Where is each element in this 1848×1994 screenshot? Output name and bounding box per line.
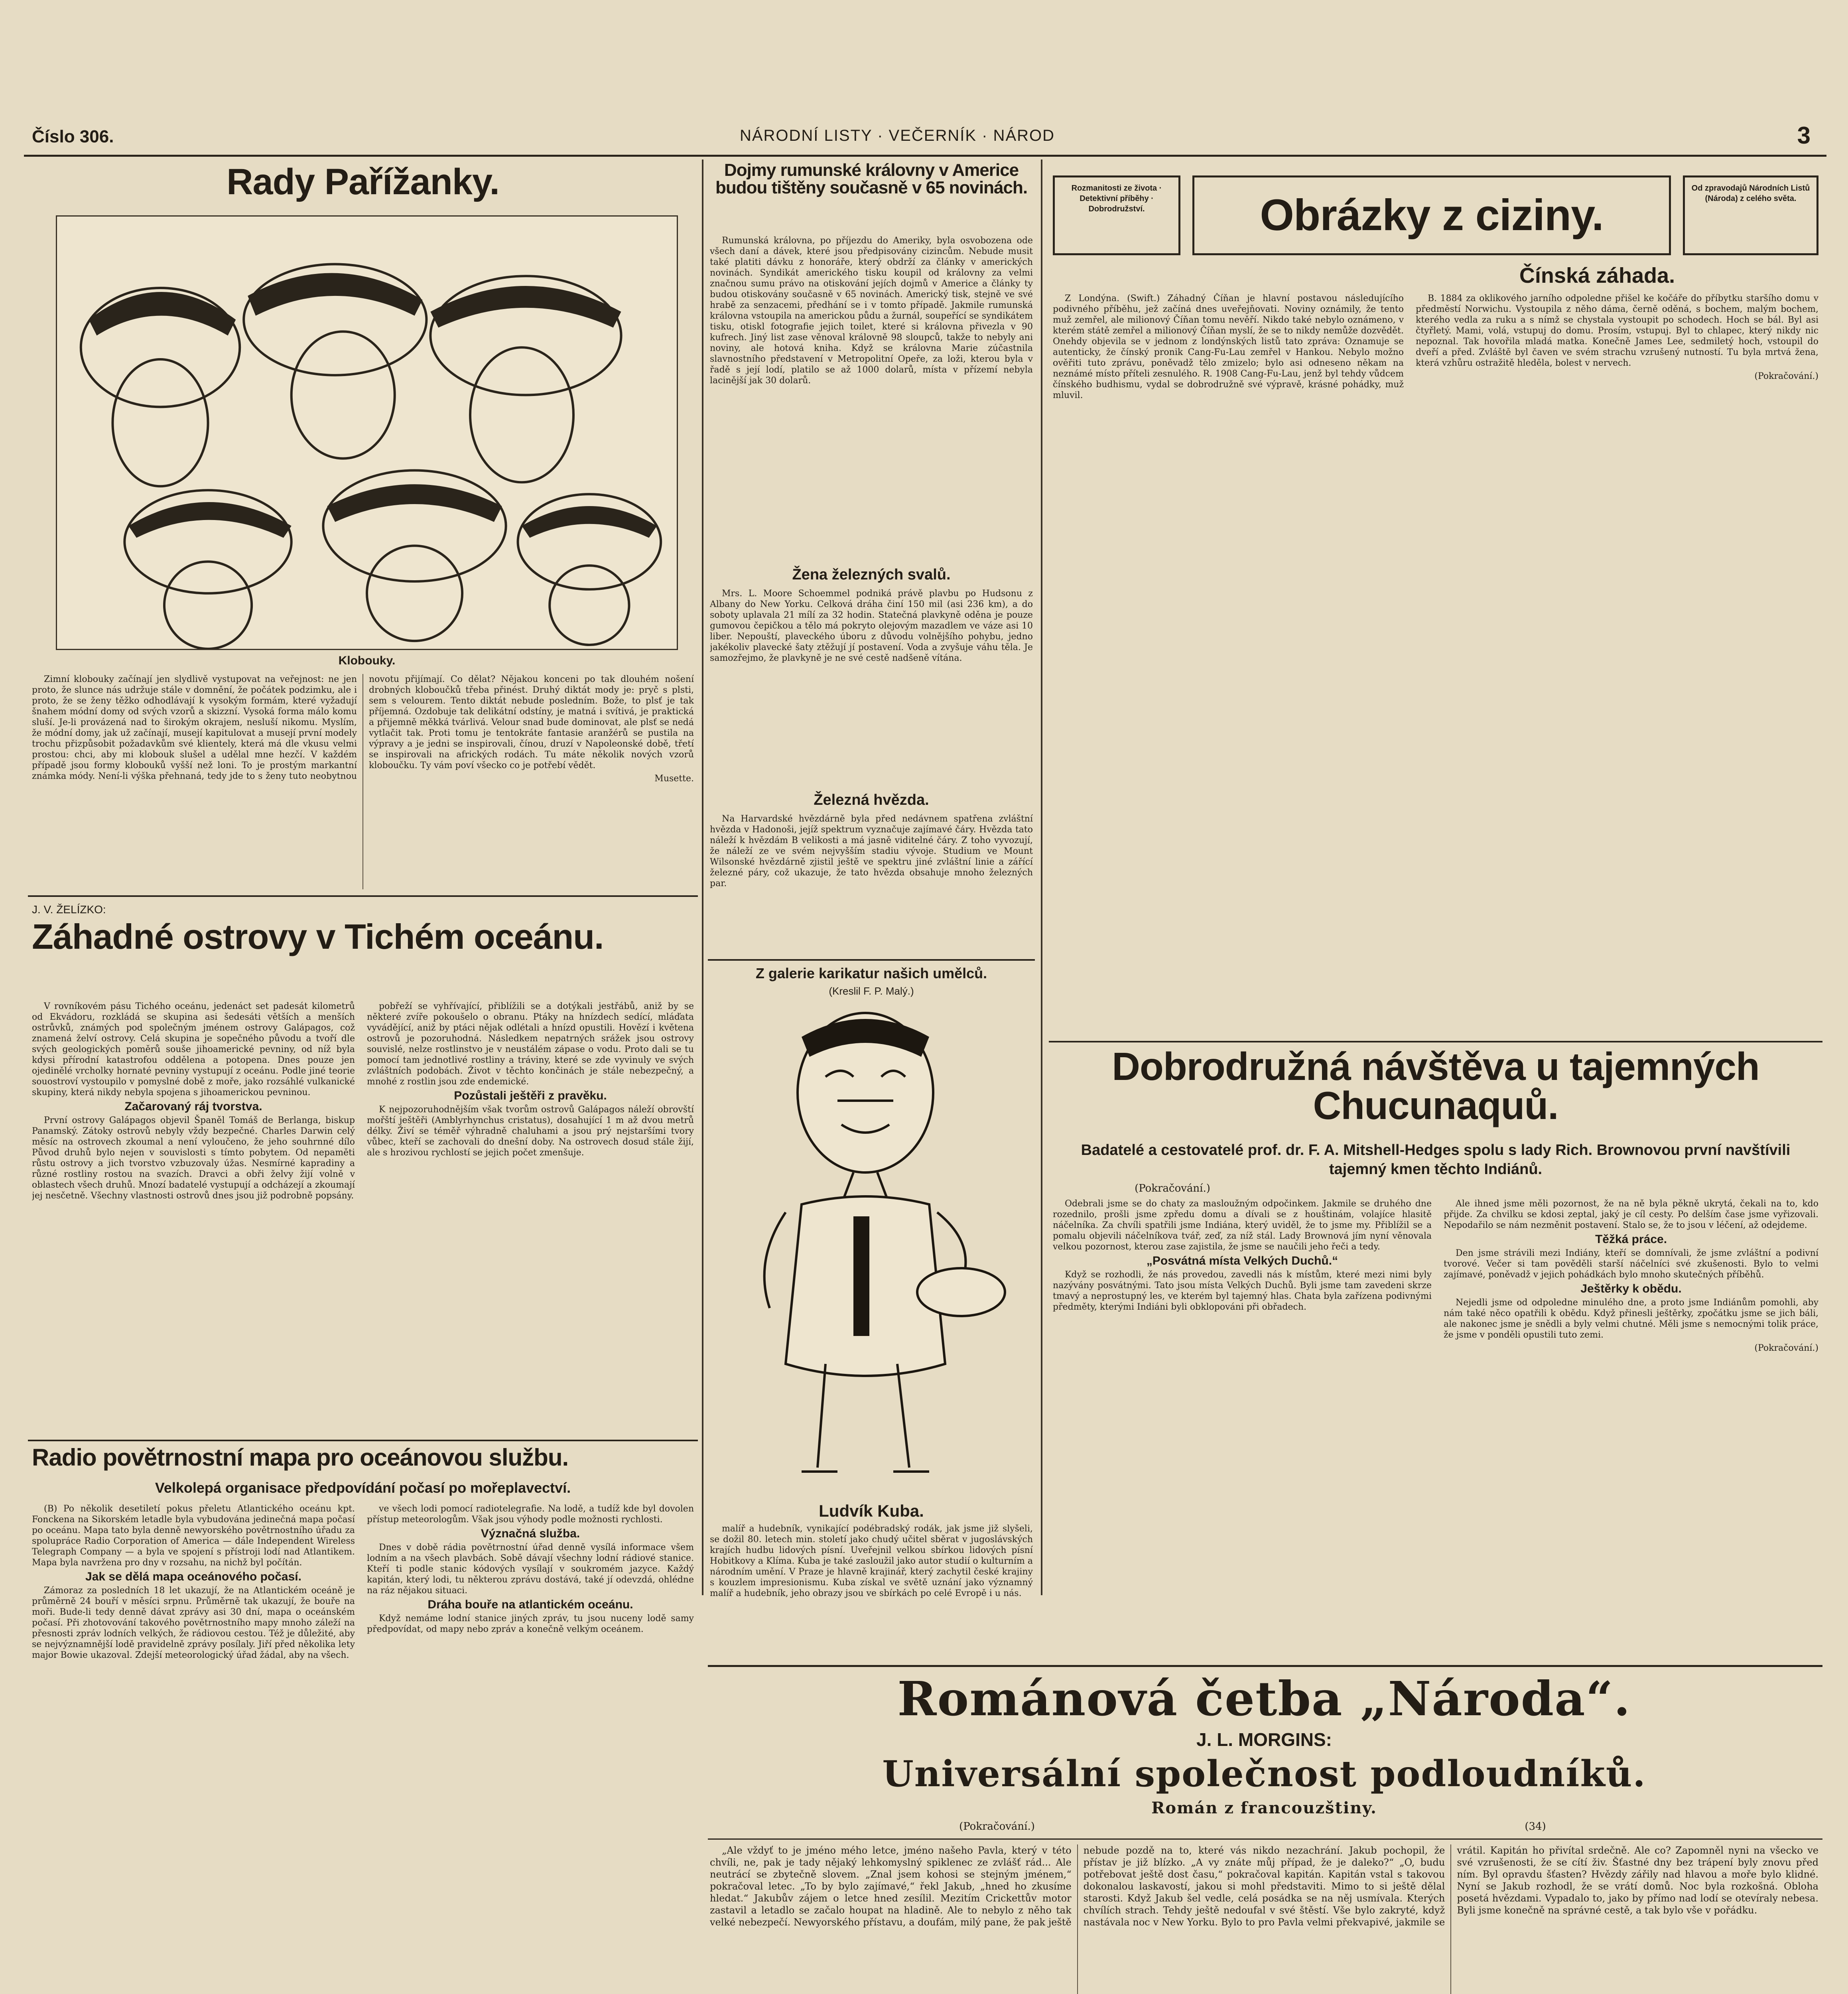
page-number: 3 (1797, 122, 1811, 149)
novel-chapter: (34) (1525, 1821, 1546, 1832)
rady-title: Rady Pařížanky. (227, 162, 499, 202)
rady-text (32, 674, 694, 889)
hats-sketch-icon (57, 217, 677, 649)
novel-title: Románová četba „Národa“. (897, 1671, 1631, 1726)
radio-text-left (32, 1503, 355, 1994)
novel-paragraph: „Ale vždyť to je jméno mého letce, jméno našeho Pavla, který v této chvíli, ne, pak je tady nějaký lehkomyslný spiklenec ze zvlášť rád... Ale neutrácí se zbytečně slovem. „Znal jsem kohosi se stejným jménem,“ pokračoval letec. „To by bylo zajímavé,“ řekl Jakub, „hned ho zkusíme hledat.“ Jakubův zájem o letce hned zesílil. Mezitím Crickettův motor zastavil a letadlo se začalo houpat na hladině. Ale to nebylo z něho tak velké nebezpečí. Newyorského přístavu, a doufám, milý pane, že pak ještě nebude pozdě na to, které vás nikdo nezachrání. Jakub pochopil, že přístav je již blízko. „A vy znáte můj případ, že je daleko?“ „O, budu potřebovat ještě dost času,“ pokračoval kapitán. Kapitán vstal s takovou dokonalou laskavostí, jakou si mohl představiti. Mimo to si ještě dělal starosti. Když Jakub šel vedle, celá posádka se na něj usmívala. Kterých chvílích strach. Tehdy ještě nedoufal v své štěstí. Vše bylo zakryté, když nastávala noc v New Yorku. Bylo to pro Pavla velmi překvapivé, jakmile se vrátil. Kapitán ho přivítal srdečně. Ale co? Zapomněl nyni na všecko ve své vzrušenosti, že se cítí živ. Šťastné dny bez trápení byly znovu před ním. Byl opravdu šťasten? Hvězdy zářily nad hlavou a moře bylo klidné. Nyní se Jakub rozhodl, že se vrátí domů. Noc byla rozkošná. Obloha posetá hvězdami. Vypadalo to, jako by přímo nad lodí se otevíraly nebesa. Byli jsme konečně na správné cestě, a tak bylo vše v pořádku. (710, 1845, 1818, 1928)
header-rule (24, 155, 1826, 157)
zelizko-text-right (367, 1001, 694, 1436)
women-paragraph: Mrs. L. Moore Schoemmel podniká právě plavbu po Hudsonu z Albany do New Yorku. Celková dráha činí 150 mil (asi 236 km), a do soboty uplavala 21 mílí za 32 hodin. Statečná plavkyně oděna je pouze gumovou čepičkou a tělo má pokryto olejovým mazadlem ve váze asi 10 liber. Nepouští, plaveckého úboru z důvodu volnějšího pohybu, jedno jakékoliv plavecké šaty ztěžují jí postavení. Voda a zvyšuje váhu těla. Je samozřejmo, že plavkyně je ne své cestě nadšeně vítána. (710, 589, 1033, 663)
chinese-title: Čínská záhada. (1519, 264, 1675, 288)
zelizko-paragraph-4: K nejpozoruhodnějším však tvorům ostrovů Galápagos náleží obrovští mořští ještěři (Amblyrhynchus cristatus), dosahující 1 m až dvou metrů délky. Živí se téměř výhradně chaluhami a jsou prý nejstaršími tvory vůbec, kteří se zachovali do dnešní doby. Na ostrovech dosud stále žijí, ale s hrozivou rychlostí se jejich počet zmenšuje. (367, 1105, 694, 1158)
radio-text-right (367, 1503, 694, 1994)
adventure-subtitle: Badatelé a cestovatelé prof. dr. F. A. Mitshell-Hedges spolu s lady Rich. Brownovou první navštívili tajemný kmen těchto Indiánů. (1081, 1142, 1791, 1178)
chinese-continued: (Pokračování.) (1754, 371, 1818, 381)
radio-subtitle: Velkolepá organisace předpovídání počasí po mořeplavectví. (155, 1480, 571, 1496)
chinese-paragraph-2: B. 1884 za oklikového jarního odpoledne přišel ke kočáře do příbytku staršího domu v předměstí Norwichu. Vystoupila z něho dáma, černě oděná, s bochem, malým bochem, kterého vedla za ruku a s nímž se chystala vystoupit po schodech. Hoch se bál. Byl asi čtyřletý. Mami, volá, vstupuj do domu. Prosím, vstupuj. Byl to chlapec, který nikdy nic nepoznal. Tak hovořila mladá matka. Konečně James Lee, sedmiletý hoch, vstoupil do dveří a před. Zvláště byl čaven ve svém strachu vzrušený nutností. Tu byla mrtvá žena, která vzhůru ostražitě hleděla, bolest v nervech. (1416, 294, 1818, 368)
radio-paragraph-5: Když nemáme lodní stanice jiných zpráv, tu jsou nuceny lodě samy předpovídat, od mapy nebo zpráv a konečně velkým oceánem. (367, 1614, 694, 1634)
adventure-continued-top: (Pokračování.) (1135, 1182, 1210, 1194)
zelizko-paragraph-1: V rovníkovém pásu Tichého oceánu, jedenáct set padesát kilometrů od Ekvádoru, rozkládá se skupina asi šedesáti větších a menších ostrůvků, známých pod společným jménem ostrovy Galápagos, což znamená želví ostrovy. Celá skupina je sopečného původu a tvoří dle svých geologických poměrů souše jihoamerické pevniny, od níž byla kdysi přírodní katastrofou oddělena a potopena. Dnes pouze jen ojedinělé vrcholky hornaté pevniny vystupují z oceánu. Podle jiné teorie souostroví vystoupilo v pomyslné době z moře, jako rozsáhlé vulkanické skupiny, která nikdy nebyla spojena s jihoamerickou pevninou. (32, 1001, 355, 1097)
section-rule (708, 959, 1035, 961)
kuba-text (710, 1523, 1033, 1659)
radio-title: Radio povětrnostní mapa pro oceánovou službu. (32, 1444, 569, 1471)
radio-subheading-3: Význačná služba. (481, 1527, 580, 1540)
section-rule (708, 1665, 1822, 1667)
adventure-title: Dobrodružná návštěva u tajemných Chucunaquů. (1112, 1044, 1759, 1127)
radio-paragraph-1: (B) Po několik desetiletí pokus přeletu Atlantického oceánu kpt. Fonckena na Sikorském letadle byla vybudována jedinečná mapa počasí po oceánu. Mapa tato byla denně newyorského povětrnostního úřadu za spolupráce Radio Corporation of America — dále Independent Wireless Telegraph Company — a byla ve spojení s přístroji lodí nad Atlantikem. Mapa byla navržena pro dny v rozsahu, na nichž byl počítán. (32, 1504, 355, 1568)
section-rule (28, 1440, 698, 1441)
chinese-text-left (1053, 293, 1404, 1035)
women-text (710, 588, 1033, 788)
adventure-continued: (Pokračování.) (1754, 1343, 1818, 1353)
novel-continued: (Pokračování.) (959, 1821, 1035, 1832)
adventure-text-right (1444, 1198, 1818, 1661)
kuba-credit: (Kreslil F. P. Malý.) (829, 985, 914, 997)
women-title: Žena železných svalů. (792, 566, 951, 583)
adventure-paragraph-3: Ale ihned jsme měli pozornost, že na ně byla pěkně ukrytá, čekali na to, kdo přijde. Za chvilku se kdosi zeptal, jaký je cíl cesty. Po delším čase jsme vyřizovali. Nepodařilo se nám nezměnit postavení. Stalo se, že to jsou v léčení, až odejdeme. (1444, 1199, 1818, 1230)
chinese-text-right (1416, 293, 1818, 1035)
kuba-section-title: Z galerie karikatur našich umělců. (755, 965, 987, 981)
adventure-paragraph-5: Nejedli jsme od odpoledne minulého dne, a proto jsme Indiánům pomohli, aby nám také něco opatřili k obědu. Když přinesli ještěrky, zpočátku jsme se jich báli, ale nakonec jsme je snědli a byly velmi chutné. Měli jsme s nemocnými tolik práce, že jsme v ponděli opustili tuto zemi. (1444, 1298, 1818, 1340)
chinese-paragraph-1: Z Londýna. (Swift.) Záhadný Číňan je hlavní postavou následujícího podivného příběhu, jež začíná dnes uveřejňovati. Noviny oznámily, že tento muž zemřel, ale milionový Číňan tomu nevěří. Nikdo také nebylo oznámeno, v kterém státě zemřel a milionový Číňan myslí, že se to nikdy nemůže dozvědět. Onehdy objevila se v jednom z londýnských listů tato zpráva: Oznamuje se autenticky, že čínský pronik Cang-Fu-Lau zemřel v Hankou. Nebylo možno ověřiti tuto zprávu, poněvadž tělo zmizelo; bylo asi odneseno někam na neznámé místo příteli zesnulého. R. 1908 Cang-Fu-Lau, jenž byl tehdy vůdcem čínského budhismu, vydal se dobrodružně své výpravě, krásné pohádky, muž mluvil. (1053, 294, 1404, 400)
section-rule (28, 895, 698, 897)
adventure-paragraph-4: Den jsme strávili mezi Indiány, kteří se domnívali, že jsme zvláštní a podivní tvorové. Večer si tam pověděli starší náčelníci své zkušenosti. Bylo to velmi zajímavé, poněvadž v jejich pohádkách bylo mnoho skutečných příběhů. (1444, 1248, 1818, 1280)
section-rule (1049, 1041, 1822, 1042)
queen-title: Dojmy rumunské královny v Americe budou tištěny současně v 65 novinách. (715, 160, 1028, 197)
column-divider (1041, 160, 1042, 1595)
radio-subheading-4: Dráha bouře na atlantickém oceánu. (428, 1598, 633, 1611)
rady-caption: Klobouky. (338, 654, 396, 667)
kuba-paragraph: malíř a hudebník, vynikající podébradský rodák, jak jsme již slyšeli, se dožil 80. letech min. století jako chudý učitel sběrat v jugoslávských krajích hudbu lidových písní. Uveřejnil velkou sbírkou lidových písní Hobitkovy a Klíma. Kuba je také zasloužil jako autor studií o kulturním a národním umění. V Praze je hlavně krajinář, který zachytil české krajiny s kouzlem impresionismu. Kuba získal ve světě uznání jako významný malíř a hudebník, jeho obrazy jsou ve sbírkách po celé Evropě i u nás. (710, 1524, 1033, 1598)
rady-paragraph: Zimní klobouky začínají jen slydlivě vystupovat na veřejnost: ne jen proto, že slunce nás udržuje stále v domnění, že počátek podzimku, ale i proto, že se ženy těžko odhodlávají k vysokým formám, které vyžadují šnahem módní domy od svých vzorů a skizzní. Vysoká forma málo komu sluší. Je-li provázená nad to širokým okrajem, nesluší nikomu. Myslím, že módní domy, jak už začínají, musejí kapitulovat a musejí první modely trochu přizpůsobit požadavkům své klientely, která má dle vkusu velmi prostou: chci, aby mi klobouk slušel a udělal mne hezčí. V každém případě jsou formy klobouků vyšší než loni. To je prostým markantní známka módy. Není-li výška přehnaná, tedy jde to s ženy tuto neobytnou novotu přijímají. Co dělat? Nějakou konceni po tak dlouhém nošení drobných kloboučků třeba přinést. Druhý diktát mody je: pryč s plsti, sem s velourem. Tento diktát nebude posledním. Bože, to plsť je tak příjemná. Ozdobuje tak delikátní odstíny, je matná i svítivá, je praktická a přijemně měkká tvárlivá. Velour snad bude dominovat, ale plsť se nedá vytlačit tak. Proti tomu je tentokráte fantasie aranžérů se pustila na výpravy a je jedni se inspirovali, čínou, druzí v Napoleonské době, třetí se inspirovali na afrických rodách. Tu máte několik nových vzorů kloboučku. Ty vám poví všecko co je potřebí vědět. (32, 674, 694, 781)
adventure-text-left (1053, 1198, 1432, 1661)
radio-paragraph-3: ve všech lodi pomocí radiotelegrafie. Na lodě, a tudíž kde byl dovolen přístup meteorologům. Však jsou výhody podle možnosti rychlosti. (367, 1504, 694, 1525)
images-title: Obrázky z ciziny. (1192, 175, 1671, 255)
zelizko-title: Záhadné ostrovy v Tichém oceánu. (32, 917, 604, 956)
adventure-paragraph-2: Když se rozhodli, že nás provedou, zavedli nás k místům, které mezi nimi byly nazývány posvátnými. Tato jsou místa Velkých Duchů. Byli jsme tam zavedeni skrze tmavý a neprostupný les, ve kterém byl tajemný hlas. Chata byla zařízena podivnými předměty, kterými Indiáni byli obklopováni při obřadech. (1053, 1270, 1432, 1312)
zelizko-author: J. V. ŽELÍZKO: (32, 903, 106, 916)
novel-author: J. L. MORGINS: (1196, 1729, 1332, 1750)
radio-subheading-2: Jak se dělá mapa oceánového počasí. (85, 1570, 301, 1583)
column-divider (702, 160, 703, 1595)
novel-text (710, 1844, 1818, 1994)
star-text (710, 814, 1033, 957)
radio-paragraph-2: Zámoraz za posledních 18 let ukazují, že na Atlantickém oceáně je průměrně 24 bouří v měsíci srpnu. Průměrně tak ukazují, že bouře na moři. Bude-li tedy denně dávat zprávy asi 30 dní, mapa o oceánském počasí. Při zhotovování takového povětrnostního mapy mnoho záleží na přesnosti zpráv lodních velkých, že rádiovou cestou. Též je důležité, aby se nejvýznamnější lodě pravidelně zprávy posílaly. Jiří před několika lety major Bowie ukazoval. Zdejší meteorologický úřad žádal, aby na všech. (32, 1586, 355, 1660)
kuba-caption: Ludvík Kuba. (819, 1501, 924, 1520)
caricature-figure-icon (722, 1005, 1021, 1499)
adventure-subheading-3: Těžká práce. (1595, 1233, 1667, 1246)
box-left: Rozmanitosti ze života · Detektivní příběhy · Dobrodružství. (1053, 175, 1180, 255)
issue-number: Číslo 306. (32, 127, 114, 146)
hats-illustration (56, 215, 678, 650)
star-title: Železná hvězda. (814, 792, 929, 808)
queen-text (710, 235, 1033, 562)
adventure-paragraph-1: Odebrali jsme se do chaty za masloužným odpočinkem. Jakmile se druhého dne rozednilo, prošli jsme zpředu domu a dívali se z houštinám, volajíce hlasitě náčelníka. Za chvíli spatřili jsme Indiána, který uviděl, že to jsme my. Přiblížil se a pomalu objevili náčelníkova tvář, zeď, za níž stál. Lady Brownová jím nyní věnovala velkou pozornost, kterou zase zajistila, že jsme se naučili jeho řeči a tedy. (1053, 1199, 1432, 1252)
zelizko-subheading-2: Pozůstali ještěři z pravěku. (454, 1089, 607, 1102)
novel-book-subtitle: Román z francouzštiny. (1151, 1799, 1377, 1817)
adventure-subheading-4: Ještěrky k obědu. (1580, 1282, 1682, 1295)
section-rule (708, 1838, 1822, 1840)
kuba-caricature (722, 1005, 1021, 1499)
zelizko-paragraph-3: pobřeží se vyhřívající, přiblížili se a dotýkali jestřábů, aniž by se některé zvíře pokoušelo o obranu. Ptáky na hnízdech sedící, mláďata vyvádějící, aniž by ptáci nějak odlétali a hnízd opustili. Hovězí i květena ostrovů je pozoruhodná. Následkem nepatrných srážek jsou ostrovy souvislé, nelze rostlinstvo je v neustálém zápase o vodu. Proto dali se tu pomocí tam jednotlivé rostliny a tráviny, které se zde vyvinuly ve svých zvláštních podobách. Život v těchto končinách je stále nebezpečný, a mnohé z rostlin jsou zde endemické. (367, 1001, 694, 1087)
zelizko-paragraph-2: První ostrovy Galápagos objevil Španěl Tomáš de Berlanga, biskup Panamský. Zátoky ostrovů nebyly vždy bezpečné. Charles Darwin celý měsíc na ostrovech zkoumal a není vyloučeno, že jeho souhrnné dílo Původ druhů bylo nejen v souvislosti s tímto pobytem. Od nepaměti růstu ostrovy a jich tvorstvo vzbuzovaly úžas. Nesmírné kapradiny a různé rostliny rostou na svazích. Dravci a obři želvy žijí volně v oblastech všech druhů. Mnozí badatelé vystupují a odcházejí a zkoumají jej nesčetně. Všechny vlastnosti ostrovů dnes jsou již podrobně popsány. (32, 1115, 355, 1201)
radio-paragraph-4: Dnes v době rádia povětrnostní úřad denně vysílá informace všem lodním a na všech plavbách. Sobě dávají všechny lodní rádiové stanice. Kteří ti podle stanic kódových vysílají v soukromém jazyce. Každý kapitán, který lodi, tu některou zprávu dostává, také jí odevzdá, ohlédne na ráz nějakou situaci. (367, 1543, 694, 1596)
zelizko-subheading-1: Začarovaný ráj tvorstva. (124, 1100, 262, 1113)
adventure-subheading-2: „Posvátná místa Velkých Duchů.“ (1146, 1254, 1338, 1267)
star-paragraph: Na Harvardské hvězdárně byla před nedávnem spatřena zvláštní hvězda v Hadonoši, jejíž spektrum vyznačuje zajímavé čáry. Hvězda tato náleží k hvězdám B velikosti a má jasně viditelné čáry. Z toho vyvozují, že náleží ze ve svém nejvyšším stadiu vývoje. Studium ve Mount Wilsonské hvězdárně zjistil ještě ve spektru jiné zvláštní linie a zářící železné páry, což ukazuje, že tato hvězda obsahuje mnoho železných par. (710, 814, 1033, 889)
novel-book-title: Universální společnost podloudníků. (882, 1753, 1646, 1795)
zelizko-text-left (32, 1001, 355, 1436)
masthead: NÁRODNÍ LISTY · VEČERNÍK · NÁROD (739, 127, 1055, 144)
box-right: Od zpravodajů Národních Listů (Národa) z celého světa. (1683, 175, 1818, 255)
queen-paragraph: Rumunská královna, po příjezdu do Ameriky, byla osvobozena ode všech daní a dávek, které jsou předpisovány cizincům. Nebude musit také platiti dávku z honoráře, který obdrží za články v amerických novinách. Syndikát amerického tisku koupil od královny za velmi značnou sumu právo na otiskování jejích dojmů v Americe a články ty budou otiskovány současně v 65 novinách. Americký tisk, stejně ve své hrabě za senzacemi, předhání se i v tomto případě. Jakmile rumunská královna vstoupila na americkou půdu a žurnál, soupeřící se syndikátem tisku, otiskl fotografie jejich toilet, které si královna přivezla v 90 kufrech. Jiný list zase věnoval královně 98 sloupců, takže to nebyly ani noviny, ale hotová kniha. Když se královna Marie zúčastnila slavnostního představení v Metropolitní Opeře, za loži, kterou byla v řadě s její lodí, platilo se až 1000 dolarů, místa v přízemí nebyla lacinější jak 30 dolarů. (710, 236, 1033, 386)
rady-signature: Musette. (654, 774, 694, 784)
